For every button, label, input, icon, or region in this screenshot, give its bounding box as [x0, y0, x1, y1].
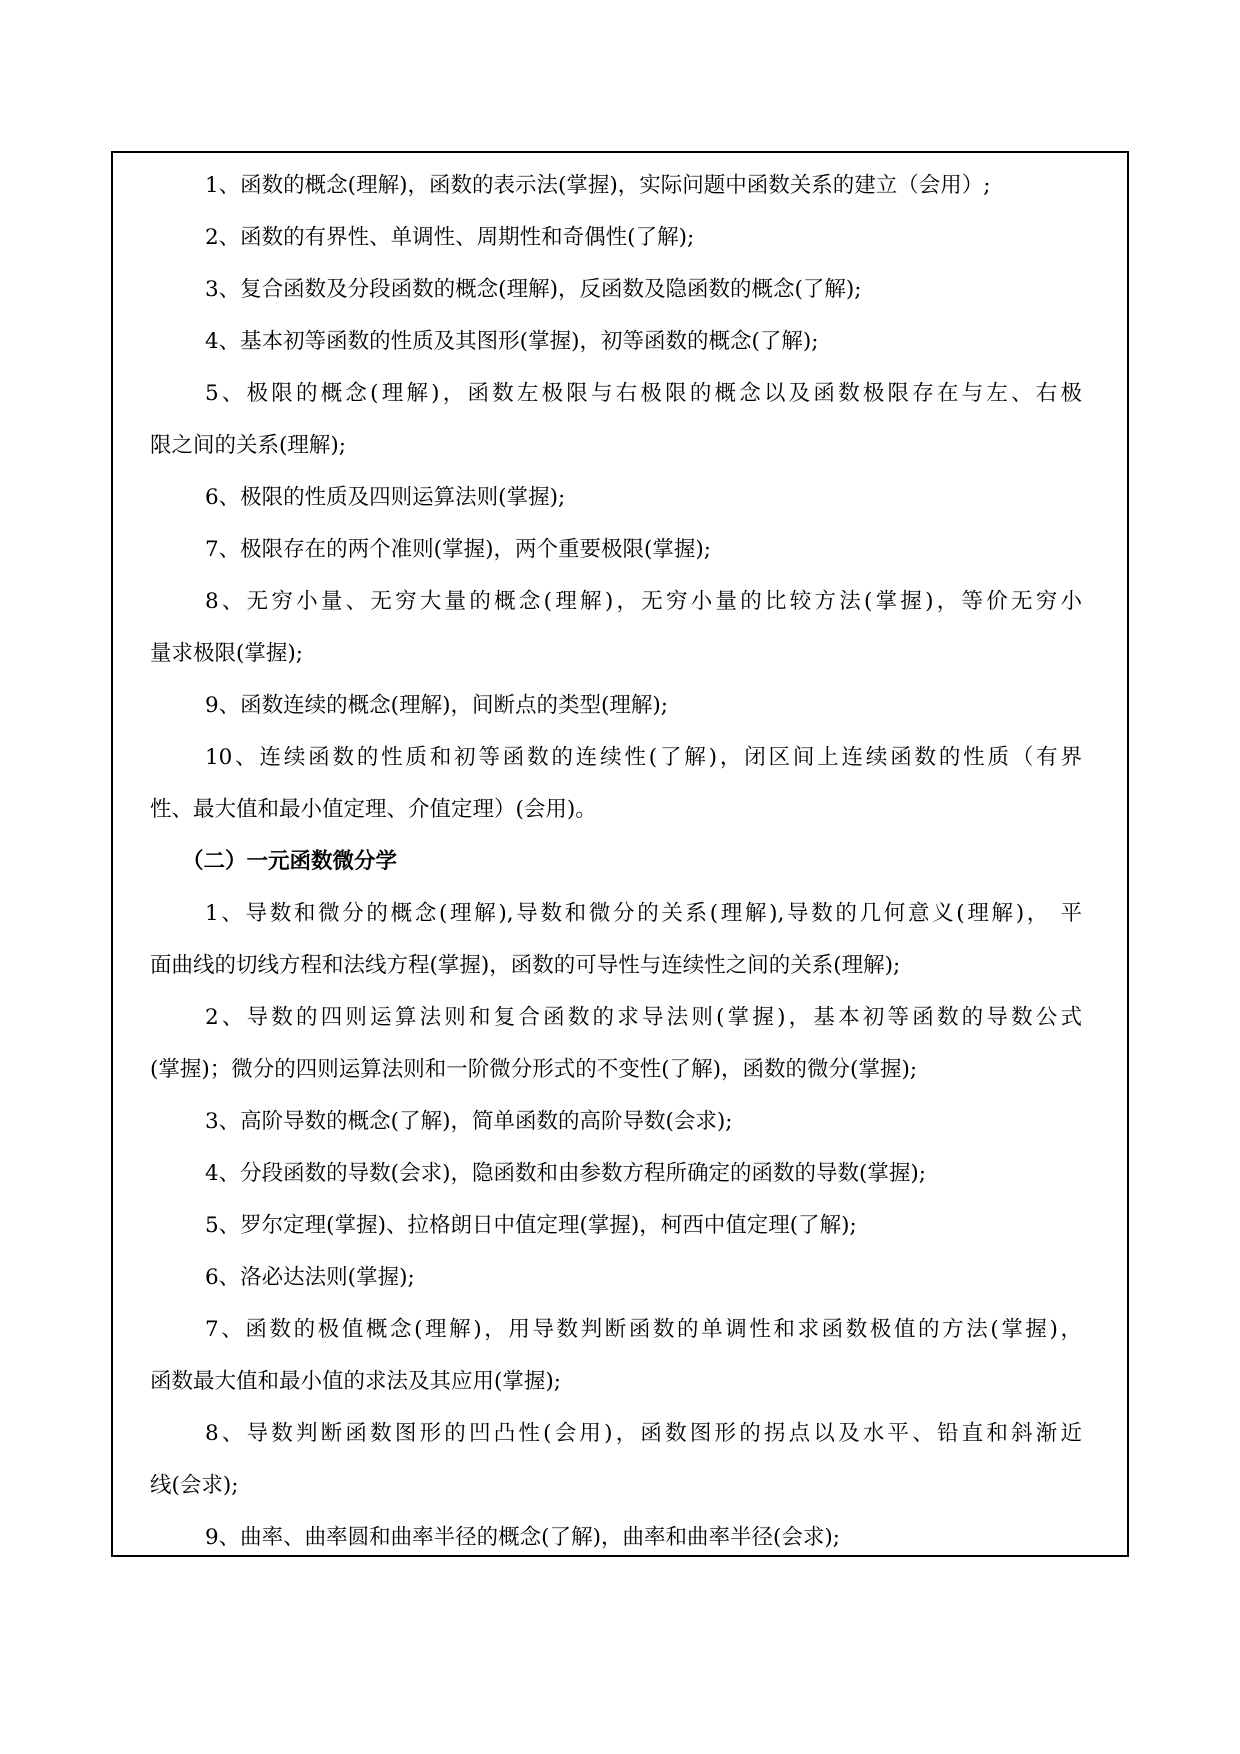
- s2-item-2-line-1: 2、导数的四则运算法则和复合函数的求导法则(掌握)，基本初等函数的导数公式: [205, 1005, 1082, 1030]
- s1-item-10-line-1: 10、连续函数的性质和初等函数的连续性(了解)，闭区间上连续函数的性质（有界: [205, 745, 1082, 770]
- s1-item-10-line-2: 性、最大值和最小值定理、介值定理）(会用)。: [150, 797, 597, 822]
- s2-item-9-line-1: 9、曲率、曲率圆和曲率半径的概念(了解)，曲率和曲率半径(会求);: [205, 1525, 840, 1550]
- s1-item-2-line-1: 2、函数的有界性、单调性、周期性和奇偶性(了解);: [205, 225, 695, 250]
- s2-item-5-line-1: 5、罗尔定理(掌握)、拉格朗日中值定理(掌握)，柯西中值定理(了解);: [205, 1213, 857, 1238]
- content-frame: [111, 151, 1129, 1557]
- s2-item-4-line-1: 4、分段函数的导数(会求)，隐函数和由参数方程所确定的函数的导数(掌握);: [205, 1161, 926, 1186]
- s1-item-7-line-1: 7、极限存在的两个准则(掌握)，两个重要极限(掌握);: [205, 537, 711, 562]
- s2-item-7-line-2: 函数最大值和最小值的求法及其应用(掌握);: [150, 1369, 562, 1394]
- s1-item-5-line-1: 5、极限的概念(理解)，函数左极限与右极限的概念以及函数极限存在与左、右极: [205, 381, 1082, 406]
- section-2-heading: （二）一元函数微分学: [182, 849, 398, 874]
- s2-item-3-line-1: 3、高阶导数的概念(了解)，简单函数的高阶导数(会求);: [205, 1109, 733, 1134]
- s1-item-9-line-1: 9、函数连续的概念(理解)，间断点的类型(理解);: [205, 693, 668, 718]
- s2-item-1-line-1: 1、导数和微分的概念(理解),导数和微分的关系(理解),导数的几何意义(理解)， 平: [205, 901, 1082, 926]
- s2-item-6-line-1: 6、洛必达法则(掌握);: [205, 1265, 415, 1290]
- s1-item-4-line-1: 4、基本初等函数的性质及其图形(掌握)，初等函数的概念(了解);: [205, 329, 819, 354]
- s2-item-1-line-2: 面曲线的切线方程和法线方程(掌握)，函数的可导性与连续性之间的关系(理解);: [150, 953, 901, 978]
- s1-item-3-line-1: 3、复合函数及分段函数的概念(理解)，反函数及隐函数的概念(了解);: [205, 277, 862, 302]
- s1-item-5-line-2: 限之间的关系(理解);: [150, 433, 347, 458]
- s1-item-1-line-1: 1、函数的概念(理解)，函数的表示法(掌握)，实际问题中函数关系的建立（会用）;: [205, 173, 991, 198]
- s1-item-6-line-1: 6、极限的性质及四则运算法则(掌握);: [205, 485, 566, 510]
- s2-item-8-line-1: 8、导数判断函数图形的凹凸性(会用)，函数图形的拐点以及水平、铅直和斜渐近: [205, 1421, 1082, 1446]
- s2-item-7-line-1: 7、函数的极值概念(理解)，用导数判断函数的单调性和求函数极值的方法(掌握)，: [205, 1317, 1082, 1342]
- s2-item-2-line-2: (掌握)；微分的四则运算法则和一阶微分形式的不变性(了解)，函数的微分(掌握);: [150, 1057, 918, 1082]
- s2-item-8-line-2: 线(会求);: [150, 1473, 239, 1498]
- s1-item-8-line-1: 8、无穷小量、无穷大量的概念(理解)，无穷小量的比较方法(掌握)，等价无穷小: [205, 589, 1082, 614]
- document-body: [150, 160, 1082, 1564]
- s1-item-8-line-2: 量求极限(掌握);: [150, 641, 304, 666]
